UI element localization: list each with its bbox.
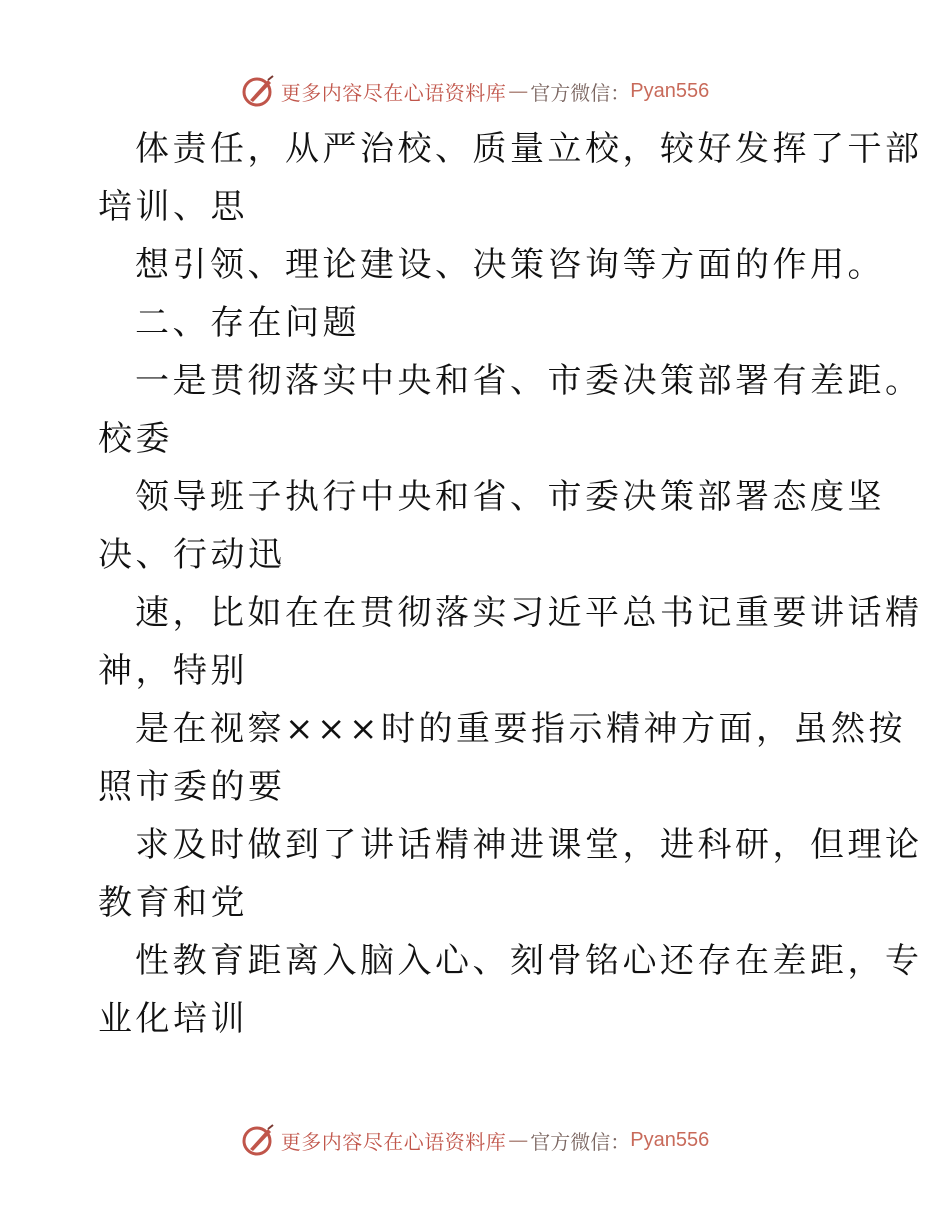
watermark-wechat-id: Pyan556: [630, 79, 710, 102]
quill-logo-icon: [241, 1123, 275, 1157]
watermark-site-text: 更多内容尽在心语资料库: [280, 80, 507, 105]
text-line: 领导班子执行中央和省、市委决策部署态度坚: [135, 477, 885, 517]
footer-watermark: [0, 1120, 950, 1160]
quill-logo-icon: [241, 74, 275, 108]
watermark-separator: —: [508, 1128, 529, 1152]
document-body: [98, 120, 923, 1048]
header-watermark: [0, 71, 950, 111]
text-line: 想引领、理论建设、决策咨询等方面的作用。: [135, 245, 885, 285]
text-line: 性教育距离入脑入心、刻骨铭心还存在差距，专: [135, 941, 923, 981]
text-line: 业化培训: [98, 999, 248, 1039]
text-line: 体责任，从严治校、质量立校，较好发挥了干部: [135, 129, 923, 169]
text-line: 照市委的要: [98, 767, 286, 807]
text-line: 校委: [98, 419, 173, 459]
text-line: 速，比如在在贯彻落实习近平总书记重要讲话精: [135, 593, 923, 633]
text-line: 培训、思: [98, 187, 248, 227]
watermark-separator: —: [508, 79, 529, 103]
text-line: 是在视察×××时的重要指示精神方面，虽然按: [135, 709, 906, 749]
text-line: 一是贯彻落实中央和省、市委决策部署有差距。: [135, 361, 923, 401]
text-line: 求及时做到了讲话精神进课堂，进科研，但理论: [135, 825, 923, 865]
watermark-label: 官方微信：: [530, 80, 631, 105]
text-line: 决、行动迅: [98, 535, 286, 575]
text-line: 教育和党: [98, 883, 248, 923]
watermark-label: 官方微信：: [530, 1129, 631, 1154]
watermark-wechat-id: Pyan556: [630, 1128, 710, 1151]
text-line: 神，特别: [98, 651, 248, 691]
section-heading: 二、存在问题: [135, 303, 360, 343]
watermark-site-text: 更多内容尽在心语资料库: [280, 1129, 507, 1154]
